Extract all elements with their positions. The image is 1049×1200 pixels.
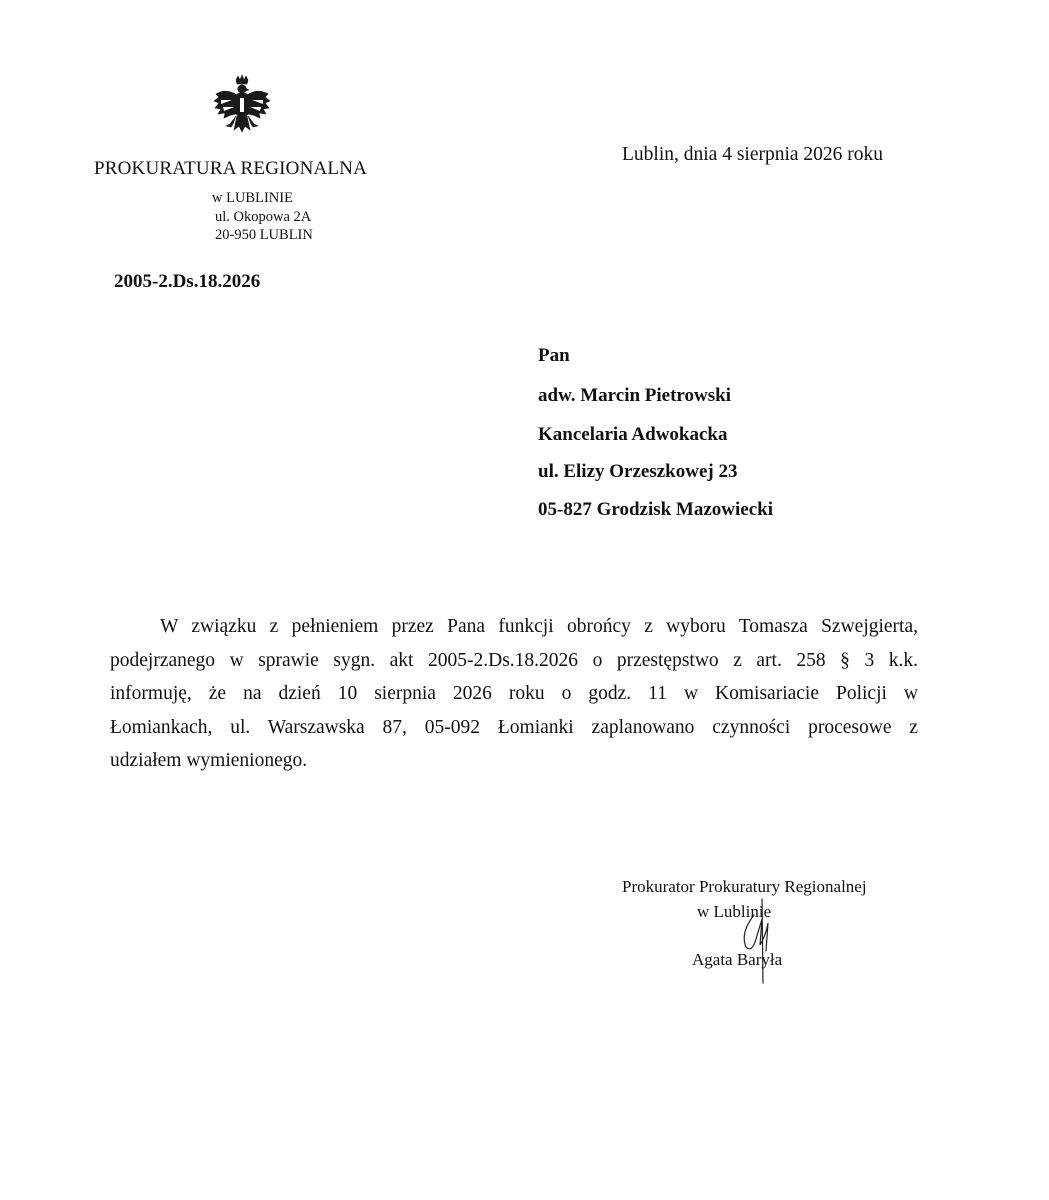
case-reference: 2005-2.Ds.18.2026 xyxy=(114,271,261,292)
recipient-salutation: Pan xyxy=(538,345,570,366)
body-line: W związku z pełnieniem przez Pana funkcji obrońcy z wyboru Tomasza Szwejgierta, xyxy=(160,616,918,637)
polish-eagle-emblem-icon xyxy=(210,74,274,146)
institution-street: ul. Okopowa 2A xyxy=(215,209,312,225)
signer-title: Prokurator Prokuratury Regionalnej xyxy=(622,877,867,896)
body-line: udziałem wymienionego. xyxy=(110,750,308,771)
body-line: informuję, że na dzień 10 sierpnia 2026 roku o godz. 11 w Komisariacie Policji w xyxy=(110,683,918,704)
body-line: Łomiankach, ul. Warszawska 87, 05-092 Łomianki zaplanowano czynności procesowe z xyxy=(110,716,918,738)
letter-body xyxy=(110,610,918,778)
signer-name: Agata Baryła xyxy=(692,950,783,969)
date-line: Lublin, dnia 4 sierpnia 2026 roku xyxy=(622,144,884,165)
institution-city: w LUBLINIE xyxy=(212,190,293,206)
recipient-city: 05-827 Grodzisk Mazowiecki xyxy=(538,499,774,520)
institution-name: PROKURATURA REGIONALNA xyxy=(94,158,368,179)
body-line: podejrzanego w sprawie sygn. akt 2005-2.Ds.18.2026 o przestępstwo z art. 258 § 3 k.k. xyxy=(110,649,918,671)
recipient-name: adw. Marcin Pietrowski xyxy=(538,385,731,406)
handwritten-signature xyxy=(732,895,792,985)
signer-location: w Lublinie xyxy=(697,902,772,921)
recipient-street: ul. Elizy Orzeszkowej 23 xyxy=(538,461,738,482)
institution-postal: 20-950 LUBLIN xyxy=(215,227,313,243)
recipient-firm: Kancelaria Adwokacka xyxy=(538,424,728,445)
